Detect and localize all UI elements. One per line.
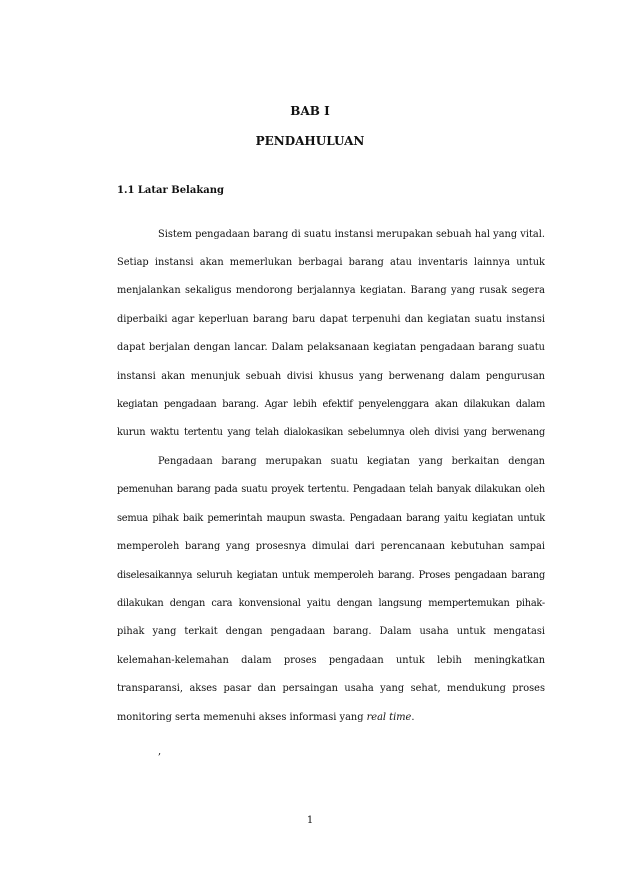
paragraph-line: transparansi, akses pasar dan persaingan usaha yang sehat, mendukung proses — [117, 683, 545, 694]
paragraph-line: kegiatan pengadaan barang. Agar lebih efektif penyelenggara akan dilakukan dalam — [117, 399, 545, 410]
stray-mark: , — [158, 746, 162, 757]
paragraph-line: Setiap instansi akan memerlukan berbagai barang atau inventaris lainnya untuk — [117, 257, 545, 268]
paragraph-last-line — [117, 711, 545, 725]
paragraph-line: diperbaiki agar keperluan barang baru dapat terpenuhi dan kegiatan suatu instansi — [117, 314, 545, 325]
paragraph-line: menjalankan sekaligus mendorong berjalannya kegiatan. Barang yang rusak segera — [117, 285, 545, 296]
page-number: 1 — [306, 815, 314, 826]
paragraph-line: instansi akan menunjuk sebuah divisi khusus yang berwenang dalam pengurusan — [117, 371, 545, 382]
last-line-italic-term: real time — [366, 712, 412, 723]
last-line-period: . — [411, 712, 415, 723]
paragraph-line: memperoleh barang yang prosesnya dimulai dari perencanaan kebutuhan sampai — [117, 541, 545, 552]
paragraph-line: pihak yang terkait dengan pengadaan barang. Dalam usaha untuk mengatasi — [117, 626, 545, 637]
paragraph-line: Pengadaan barang merupakan suatu kegiatan yang berkaitan dengan — [158, 456, 545, 467]
chapter-number: BAB I — [290, 104, 330, 118]
paragraph-line: kurun waktu tertentu yang telah dialokasikan sebelumnya oleh divisi yang berwenang — [117, 427, 545, 438]
paragraph-line: Sistem pengadaan barang di suatu instansi merupakan sebuah hal yang vital. — [158, 229, 545, 240]
paragraph-line: pemenuhan barang pada suatu proyek tertentu. Pengadaan telah banyak dilakukan oleh — [117, 484, 545, 495]
paragraph-line: diselesaikannya seluruh kegiatan untuk memperoleh barang. Proses pengadaan barang — [117, 570, 545, 581]
section-heading: 1.1 Latar Belakang — [117, 185, 225, 196]
last-line-text: monitoring serta memenuhi akses informasi yang — [117, 712, 367, 723]
chapter-title: PENDAHULUAN — [255, 134, 365, 148]
paragraph-line: semua pihak baik pemerintah maupun swasta. Pengadaan barang yaitu kegiatan untuk — [117, 513, 545, 524]
paragraph-line: kelemahan-kelemahan dalam proses pengadaan untuk lebih meningkatkan — [117, 655, 545, 666]
paragraph-line: dapat berjalan dengan lancar. Dalam pelaksanaan kegiatan pengadaan barang suatu — [117, 342, 545, 353]
paragraph-line: dilakukan dengan cara konvensional yaitu dengan langsung mempertemukan pihak- — [117, 598, 545, 609]
